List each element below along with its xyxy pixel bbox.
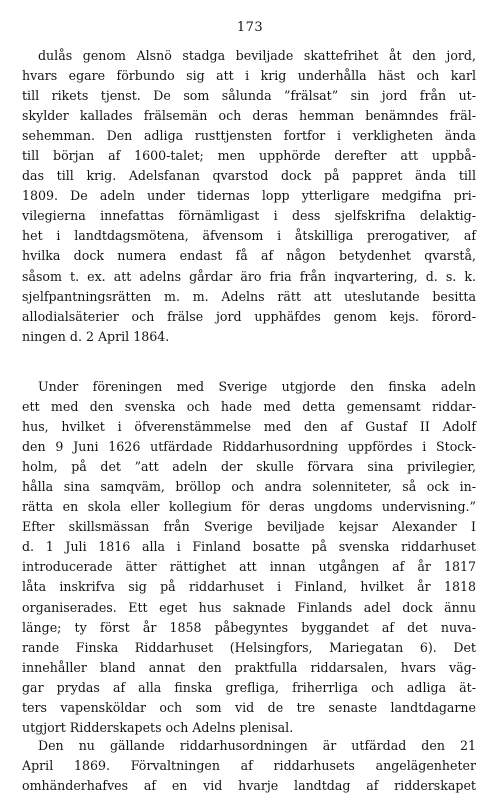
text-line: April 1869. Förvaltningen af riddarhusets angelägenheter: [22, 758, 476, 774]
text-line: organiserades. Ett eget hus saknade Finlands adel dock ännu: [22, 599, 476, 615]
text-line: ett med den svenska och hade med detta gemensamt riddar-: [22, 399, 476, 415]
text-line: såsom t. ex. att adelns gårdar äro fria från inqvartering, d. s. k.: [22, 268, 476, 284]
text-line: holm, på det ”att adeln der skulle förvara sina privilegier,: [22, 459, 476, 475]
text-line: ters vapensköldar och som vid de tre senaste landtdagarne: [22, 699, 476, 715]
text-line: allodialsäterier och frälse jord upphäfdes genom kejs. förord-: [22, 308, 476, 324]
text-line: rande Finska Riddarhuset (Helsingfors, Mariegatan 6). Det: [22, 639, 476, 655]
text-line: utgjort Ridderskapets och Adelns plenisal.: [22, 719, 294, 735]
paragraph-riddarhus-history: [22, 377, 476, 738]
text-line: länge; ty först år 1858 påbegyntes byggandet af det nuva-: [22, 619, 476, 635]
text-line: till rikets tjenst. De som sålunda ”frälsat” sin jord från ut-: [22, 88, 476, 104]
text-line: Den nu gällande riddarhusordningen är utfärdad den 21: [38, 738, 476, 753]
text-line: hvilka dock numera endast få af någon betydenhet qvarstå,: [22, 248, 476, 264]
text-line: den 9 Juni 1626 utfärdade Riddarhusordning uppfördes i Stock-: [22, 439, 476, 455]
text-line: hvars egare förbundo sig att i krig underhålla häst och karl: [22, 68, 476, 84]
text-line: hålla sina samqväm, bröllop och andra solenniteter, så ock in-: [22, 479, 476, 495]
text-line: het i landtdagsmötena, äfvensom i åtskilliga prerogativer, af: [22, 228, 476, 244]
paragraph-alsno-stadga: [22, 46, 476, 347]
text-line: låta inskrifva sig på riddarhuset i Finland, hvilket år 1818: [22, 579, 476, 595]
text-line: sjelfpantningsrätten m. m. Adelns rätt att uteslutande besitta: [22, 288, 476, 304]
text-line: hus, hvilket i öfverenstämmelse med den af Gustaf II Adolf: [22, 419, 476, 435]
text-line: gar prydas af alla finska grefliga, friherrliga och adliga ät-: [22, 679, 476, 695]
text-line: rätta en skola eller kollegium för deras ungdoms undervisning.”: [22, 499, 476, 515]
text-line: d. 1 Juli 1816 alla i Finland bosatte på svenska riddarhuset: [22, 539, 476, 555]
text-line: 1809. De adeln under tidernas lopp ytterligare medgifna pri-: [22, 188, 476, 204]
text-line: vilegierna innefattas förnämligast i dess sjelfskrifna delaktig-: [22, 208, 476, 224]
page-number: 173: [236, 20, 264, 35]
text-line: introducerade ätter rättighet att innan utgången af år 1817: [22, 559, 476, 575]
text-line: ningen d. 2 April 1864.: [22, 328, 170, 344]
text-line: dulås genom Alsnö stadga beviljade skattefrihet åt den jord,: [38, 48, 476, 63]
text-line: omhänderhafves af en vid hvarje landtdag af ridderskapet: [22, 778, 476, 794]
text-line: das till krig. Adelsfanan qvarstod dock på pappret ända till: [22, 168, 476, 184]
text-line: Efter skillsmässan från Sverige beviljade kejsar Alexander I: [22, 519, 476, 535]
text-line: skylder kallades frälsemän och deras hemman benämndes fräl-: [22, 108, 476, 124]
text-line: till början af 1600-talet; men upphörde derefter att uppbå-: [22, 148, 476, 164]
paragraph-current-ordinance: [22, 736, 476, 796]
text-line: innehåller bland annat den praktfulla riddarsalen, hvars väg-: [22, 659, 476, 675]
text-line: Under föreningen med Sverige utgjorde den finska adeln: [38, 379, 476, 394]
text-line: sehemman. Den adliga rusttjensten fortfor i verkligheten ända: [22, 128, 476, 144]
